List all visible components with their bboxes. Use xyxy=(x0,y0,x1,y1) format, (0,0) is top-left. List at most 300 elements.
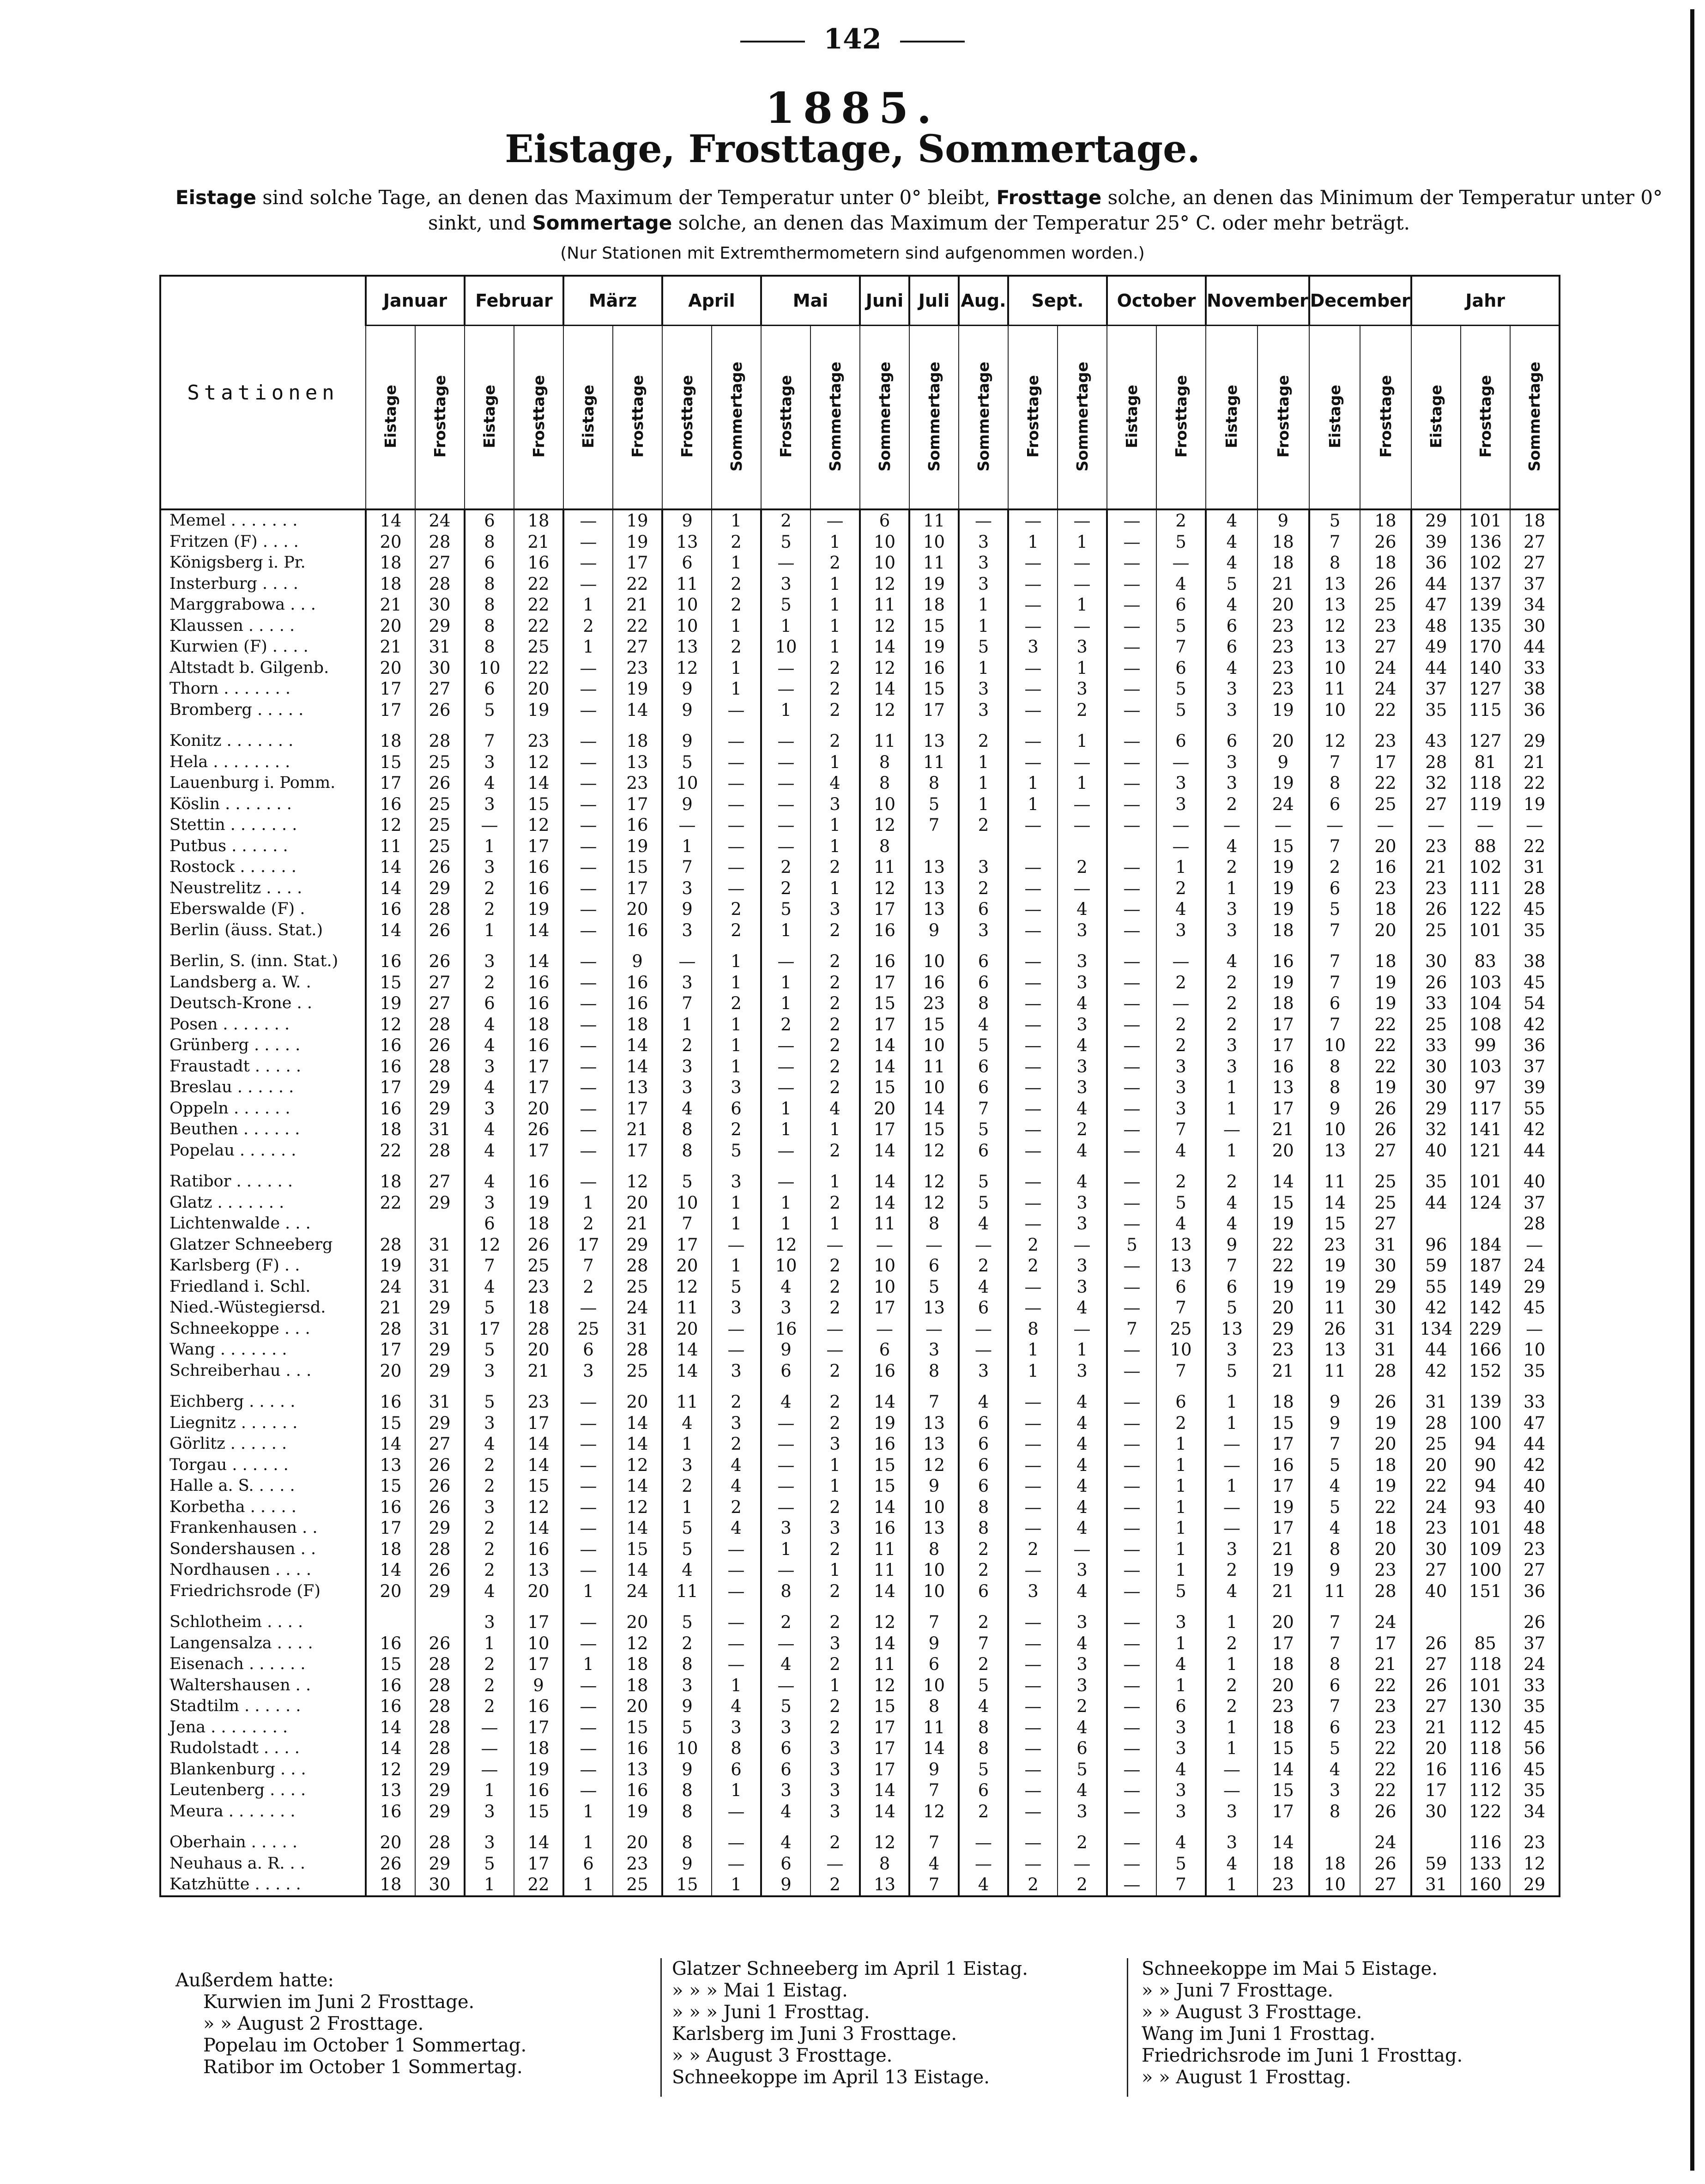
table-cell: — xyxy=(712,1581,761,1602)
table-cell: 2 xyxy=(712,636,761,658)
table-cell: 10 xyxy=(909,532,959,553)
table-cell: 20 xyxy=(1411,1455,1461,1476)
table-cell: 2 xyxy=(712,920,761,941)
station-name: Langensalza . . . . xyxy=(160,1633,366,1654)
table-cell: 37 xyxy=(1510,1192,1560,1214)
table-cell: 141 xyxy=(1461,1119,1510,1140)
table-cell: 24 xyxy=(1360,1822,1411,1853)
table-cell: 9 xyxy=(662,678,712,700)
table-cell: 2 xyxy=(810,1140,860,1162)
table-cell: 2 xyxy=(563,1277,613,1298)
table-row xyxy=(160,1413,1560,1434)
table-cell: 6 xyxy=(1156,658,1206,679)
table-cell: 14 xyxy=(514,1822,563,1853)
table-cell: 2 xyxy=(662,1035,712,1056)
table-cell: 27 xyxy=(1411,1696,1461,1717)
station-name: Landsberg a. W. . xyxy=(160,972,366,993)
column-header-label: Sommertage xyxy=(974,361,992,472)
table-cell: 6 xyxy=(959,1455,1008,1476)
table-cell: 7 xyxy=(465,1255,514,1277)
table-cell: 14 xyxy=(860,1780,909,1801)
table-row xyxy=(160,1654,1560,1675)
table-cell: 23 xyxy=(1258,658,1309,679)
table-cell: 6 xyxy=(1156,594,1206,616)
table-cell: 1 xyxy=(1058,594,1107,616)
table-row xyxy=(160,1319,1560,1340)
table-cell: 5 xyxy=(712,1277,761,1298)
table-cell: — xyxy=(1008,1413,1058,1434)
table-cell: — xyxy=(1008,920,1058,941)
table-cell: — xyxy=(563,773,613,794)
table-cell: 30 xyxy=(1360,1297,1411,1319)
table-cell: 21 xyxy=(613,594,662,616)
table-cell: 3 xyxy=(810,1633,860,1654)
table-cell: — xyxy=(712,1801,761,1822)
column-header xyxy=(1008,326,1058,510)
table-cell: 4 xyxy=(761,1277,810,1298)
table-cell: 15 xyxy=(613,857,662,878)
table-cell: — xyxy=(1360,815,1411,836)
table-row xyxy=(160,972,1560,993)
table-cell: — xyxy=(465,815,514,836)
table-cell: — xyxy=(1107,1801,1156,1822)
table-cell: — xyxy=(761,773,810,794)
table-cell: 17 xyxy=(909,700,959,721)
table-cell: — xyxy=(563,1035,613,1056)
table-cell: 17 xyxy=(514,1602,563,1633)
table-cell: 1 xyxy=(1206,1717,1258,1738)
table-cell: 29 xyxy=(1258,1319,1309,1340)
table-cell: — xyxy=(563,1434,613,1455)
table-cell xyxy=(1411,1822,1461,1853)
table-cell: — xyxy=(563,574,613,595)
table-cell: 1 xyxy=(761,972,810,993)
table-cell: 3 xyxy=(465,1361,514,1382)
table-cell: 26 xyxy=(1510,1602,1560,1633)
table-cell: 14 xyxy=(860,1381,909,1413)
table-cell: 127 xyxy=(1461,678,1510,700)
table-cell: 2 xyxy=(1058,1119,1107,1140)
table-cell: — xyxy=(1008,700,1058,721)
table-cell: 3 xyxy=(662,1056,712,1077)
table-cell: 1 xyxy=(1008,532,1058,553)
table-cell: — xyxy=(1107,1717,1156,1738)
table-cell: 30 xyxy=(1411,1539,1461,1560)
table-cell: 19 xyxy=(909,636,959,658)
table-cell: 2 xyxy=(712,594,761,616)
table-cell: — xyxy=(1058,878,1107,899)
table-cell: 11 xyxy=(860,857,909,878)
table-cell: 12 xyxy=(366,1759,415,1780)
table-cell: 4 xyxy=(959,1874,1008,1896)
table-row xyxy=(160,878,1560,899)
station-name: Memel . . . . . . . xyxy=(160,509,366,532)
table-cell: — xyxy=(1107,794,1156,815)
table-cell: — xyxy=(712,720,761,752)
table-cell: 5 xyxy=(1309,1497,1360,1518)
table-cell: 10 xyxy=(909,1581,959,1602)
table-cell: — xyxy=(1008,594,1058,616)
table-cell: 7 xyxy=(1156,1874,1206,1896)
table-cell: 6 xyxy=(1309,794,1360,815)
footnote-line: » » August 1 Frosttag. xyxy=(1142,2067,1351,2088)
table-cell: 2 xyxy=(810,1874,860,1896)
table-cell: 25 xyxy=(613,1361,662,1382)
table-cell: 7 xyxy=(563,1255,613,1277)
table-cell: 4 xyxy=(1058,1780,1107,1801)
table-cell: 101 xyxy=(1461,509,1510,532)
table-cell: 21 xyxy=(1411,857,1461,878)
table-cell: 8 xyxy=(1309,1539,1360,1560)
table-cell: 20 xyxy=(1360,1539,1411,1560)
table-cell: 4 xyxy=(1156,1140,1206,1162)
table-cell: 4 xyxy=(1206,1192,1258,1214)
table-row xyxy=(160,836,1560,857)
month-header: December xyxy=(1309,276,1411,326)
table-cell: 6 xyxy=(959,1056,1008,1077)
table-cell: 2 xyxy=(810,1654,860,1675)
table-cell: 6 xyxy=(712,1759,761,1780)
table-cell: 37 xyxy=(1510,1633,1560,1654)
table-cell: 117 xyxy=(1461,1098,1510,1119)
table-cell: 3 xyxy=(662,1455,712,1476)
table-cell: 27 xyxy=(1411,1654,1461,1675)
table-cell: 2 xyxy=(465,1675,514,1696)
table-cell: — xyxy=(1008,857,1058,878)
table-cell: 2 xyxy=(810,1539,860,1560)
table-cell: 2 xyxy=(1156,1014,1206,1035)
station-name: Ratibor . . . . . . xyxy=(160,1161,366,1192)
table-cell: 2 xyxy=(810,972,860,993)
table-cell: — xyxy=(1107,1874,1156,1896)
table-cell: 2 xyxy=(1206,1014,1258,1035)
table-cell: 4 xyxy=(1309,1759,1360,1780)
table-cell: 12 xyxy=(909,1455,959,1476)
table-row xyxy=(160,1035,1560,1056)
table-cell: 3 xyxy=(1156,920,1206,941)
table-cell: 1 xyxy=(563,1822,613,1853)
column-header-label: Eistage xyxy=(381,384,399,448)
table-cell: 3 xyxy=(1156,1801,1206,1822)
table-cell: 3 xyxy=(959,532,1008,553)
table-cell: 22 xyxy=(1258,1255,1309,1277)
station-name: Neuhaus a. R. . . xyxy=(160,1853,366,1875)
table-cell: 1 xyxy=(712,1014,761,1035)
station-name: Görlitz . . . . . . xyxy=(160,1434,366,1455)
month-header: Februar xyxy=(465,276,563,326)
table-cell: 28 xyxy=(415,899,465,920)
table-cell: 45 xyxy=(1510,1297,1560,1319)
table-cell: — xyxy=(761,678,810,700)
table-cell: 1 xyxy=(810,836,860,857)
table-cell: 55 xyxy=(1411,1277,1461,1298)
table-cell: 152 xyxy=(1461,1361,1510,1382)
table-cell: 17 xyxy=(1258,1801,1309,1822)
table-cell: 2 xyxy=(662,1476,712,1497)
table-cell: 4 xyxy=(1058,1413,1107,1434)
table-cell: 6 xyxy=(1156,1277,1206,1298)
table-cell: 1 xyxy=(810,1119,860,1140)
table-cell: — xyxy=(1008,1140,1058,1162)
table-cell: 38 xyxy=(1510,941,1560,972)
column-header-label: Sommertage xyxy=(727,361,745,472)
table-cell: 96 xyxy=(1411,1234,1461,1256)
table-cell: — xyxy=(1206,1455,1258,1476)
station-name: Halle a. S. . . . . xyxy=(160,1476,366,1497)
table-cell: 10 xyxy=(860,1255,909,1277)
table-cell: — xyxy=(563,1696,613,1717)
column-header xyxy=(1206,326,1258,510)
table-cell: 14 xyxy=(860,1497,909,1518)
station-name: Konitz . . . . . . . xyxy=(160,720,366,752)
table-cell: 26 xyxy=(1411,899,1461,920)
table-cell: 29 xyxy=(415,1759,465,1780)
table-cell: 1 xyxy=(1206,1413,1258,1434)
table-cell: 3 xyxy=(761,1780,810,1801)
footnote-line: » » » Mai 1 Eistag. xyxy=(672,1980,848,2001)
table-cell: 27 xyxy=(1360,1140,1411,1162)
table-cell: 4 xyxy=(465,1140,514,1162)
table-cell: 19 xyxy=(613,532,662,553)
table-cell: 5 xyxy=(1309,899,1360,920)
table-cell: 19 xyxy=(909,574,959,595)
table-cell: 11 xyxy=(860,1213,909,1234)
table-cell: 1 xyxy=(1008,1361,1058,1382)
table-cell: 1 xyxy=(761,1119,810,1140)
table-cell: 2 xyxy=(1206,1633,1258,1654)
table-cell: 21 xyxy=(1411,1717,1461,1738)
table-cell: — xyxy=(712,815,761,836)
table-cell: 6 xyxy=(1206,616,1258,637)
station-name: Beuthen . . . . . . xyxy=(160,1119,366,1140)
table-cell: 8 xyxy=(909,1213,959,1234)
table-cell: 4 xyxy=(959,1381,1008,1413)
table-cell: 1 xyxy=(761,1539,810,1560)
table-cell: 31 xyxy=(1360,1234,1411,1256)
table-cell: 22 xyxy=(1360,1014,1411,1035)
table-cell: 17 xyxy=(613,1140,662,1162)
station-name: Glatzer Schneeberg xyxy=(160,1234,366,1256)
table-cell: — xyxy=(1008,899,1058,920)
table-cell: 12 xyxy=(860,658,909,679)
table-cell: 15 xyxy=(1258,836,1309,857)
table-cell: 1 xyxy=(662,1497,712,1518)
table-cell: 26 xyxy=(415,1455,465,1476)
table-cell: 5 xyxy=(662,752,712,773)
table-cell: 3 xyxy=(1206,678,1258,700)
table-cell: 12 xyxy=(465,1234,514,1256)
table-cell: — xyxy=(1058,1319,1107,1340)
table-cell: 13 xyxy=(909,720,959,752)
table-cell: 13 xyxy=(662,636,712,658)
table-cell: 16 xyxy=(1258,1056,1309,1077)
table-cell: — xyxy=(712,836,761,857)
table-cell: 3 xyxy=(465,1192,514,1214)
table-cell: 3 xyxy=(761,1518,810,1539)
table-cell: 127 xyxy=(1461,720,1510,752)
table-cell: 9 xyxy=(761,1339,810,1361)
table-cell: — xyxy=(761,1476,810,1497)
page-number-text: 142 xyxy=(823,23,882,55)
table-cell: 1 xyxy=(1156,1518,1206,1539)
table-cell: 4 xyxy=(810,1098,860,1119)
table-cell: — xyxy=(1008,993,1058,1014)
table-cell: — xyxy=(860,1234,909,1256)
table-cell: 17 xyxy=(514,1717,563,1738)
table-cell: 8 xyxy=(909,773,959,794)
table-cell: — xyxy=(712,857,761,878)
column-header-label: Sommertage xyxy=(925,361,943,472)
table-cell: 17 xyxy=(514,1853,563,1875)
table-cell: 33 xyxy=(1510,1675,1560,1696)
table-cell: 2 xyxy=(465,1539,514,1560)
table-cell: 3 xyxy=(712,1361,761,1382)
table-cell: 24 xyxy=(366,1277,415,1298)
table-cell: 20 xyxy=(1411,1738,1461,1759)
table-cell: 3 xyxy=(1058,1077,1107,1098)
table-cell: — xyxy=(1058,1853,1107,1875)
table-cell: — xyxy=(761,815,810,836)
column-header-label: Frosttage xyxy=(530,375,548,458)
table-cell: 4 xyxy=(1058,1098,1107,1119)
table-cell xyxy=(1309,1822,1360,1853)
table-cell: 11 xyxy=(662,1297,712,1319)
table-cell: 20 xyxy=(613,1381,662,1413)
table-cell: 19 xyxy=(1309,1277,1360,1298)
table-cell: 1 xyxy=(563,1654,613,1675)
table-cell: — xyxy=(761,1056,810,1077)
table-cell: — xyxy=(1058,752,1107,773)
table-cell: 6 xyxy=(909,1255,959,1277)
table-cell: 29 xyxy=(415,1853,465,1875)
table-cell: 27 xyxy=(1510,552,1560,574)
table-cell: 7 xyxy=(959,1633,1008,1654)
table-cell: 140 xyxy=(1461,658,1510,679)
table-cell: — xyxy=(959,1853,1008,1875)
table-cell: 14 xyxy=(860,1035,909,1056)
table-cell: 2 xyxy=(1206,1696,1258,1717)
table-cell: — xyxy=(810,509,860,532)
table-row xyxy=(160,1581,1560,1602)
table-cell: 4 xyxy=(1058,1518,1107,1539)
table-cell: 13 xyxy=(366,1780,415,1801)
table-cell: 12 xyxy=(860,700,909,721)
table-cell: 1 xyxy=(1156,1633,1206,1654)
table-cell: 27 xyxy=(1510,1560,1560,1581)
table-cell: 4 xyxy=(1156,899,1206,920)
table-cell: 9 xyxy=(909,1476,959,1497)
table-cell: 17 xyxy=(1258,1434,1309,1455)
table-cell: 14 xyxy=(662,1339,712,1361)
table-cell: — xyxy=(1156,552,1206,574)
table-cell: 25 xyxy=(1411,1014,1461,1035)
table-cell: — xyxy=(563,1077,613,1098)
table-cell: 19 xyxy=(1258,1560,1309,1581)
table-cell: 6 xyxy=(1156,1381,1206,1413)
table-cell: 12 xyxy=(860,1602,909,1633)
table-cell: — xyxy=(761,1675,810,1696)
footnote-line: » » August 3 Frosttage. xyxy=(672,2045,893,2066)
table-cell: 2 xyxy=(810,700,860,721)
table-cell: 45 xyxy=(1510,1717,1560,1738)
table-cell: 1 xyxy=(1206,1476,1258,1497)
table-cell: 9 xyxy=(1206,1234,1258,1256)
table-cell: 28 xyxy=(415,1822,465,1853)
table-cell: 3 xyxy=(810,1518,860,1539)
table-cell: 16 xyxy=(514,972,563,993)
table-cell: 26 xyxy=(415,1476,465,1497)
table-cell: 3 xyxy=(1058,1361,1107,1382)
table-cell: 24 xyxy=(415,509,465,532)
table-cell: 14 xyxy=(514,941,563,972)
table-cell: 30 xyxy=(1360,1255,1411,1277)
table-cell: 5 xyxy=(959,1759,1008,1780)
table-cell: 12 xyxy=(613,1455,662,1476)
table-cell: 7 xyxy=(1309,836,1360,857)
table-cell: 130 xyxy=(1461,1696,1510,1717)
table-cell: — xyxy=(563,1602,613,1633)
table-cell: 21 xyxy=(1258,1581,1309,1602)
table-cell: 1 xyxy=(810,636,860,658)
table-cell: 2 xyxy=(1206,1560,1258,1581)
table-cell: 10 xyxy=(860,1277,909,1298)
station-name: Wang . . . . . . . xyxy=(160,1339,366,1361)
definition-text-1: sind solche Tage, an denen das Maximum der Temperatur unter 0° bleibt, xyxy=(256,186,997,209)
table-cell: 11 xyxy=(860,720,909,752)
table-cell: 19 xyxy=(1258,878,1309,899)
table-cell: 1 xyxy=(761,1213,810,1234)
table-cell: 1 xyxy=(712,1056,761,1077)
table-cell: 12 xyxy=(613,1161,662,1192)
column-header-label: Frosttage xyxy=(678,375,696,458)
table-cell: — xyxy=(959,1234,1008,1256)
table-cell: 8 xyxy=(465,532,514,553)
table-cell: 25 xyxy=(514,1255,563,1277)
table-row xyxy=(160,1192,1560,1214)
table-cell: 2 xyxy=(465,1476,514,1497)
definition-text-2: solche, an denen das Minimum der Temperatur unter 0° sinkt, und xyxy=(428,186,1663,234)
table-cell: 2 xyxy=(1058,857,1107,878)
table-cell: — xyxy=(563,920,613,941)
table-cell: 8 xyxy=(909,1539,959,1560)
table-cell: 1 xyxy=(810,878,860,899)
table-cell: 3 xyxy=(712,1413,761,1434)
table-cell: 16 xyxy=(366,1381,415,1413)
table-cell: 6 xyxy=(959,899,1008,920)
table-cell: 17 xyxy=(860,1297,909,1319)
table-cell: 29 xyxy=(1510,1874,1560,1896)
table-cell: 229 xyxy=(1461,1319,1510,1340)
table-cell: 23 xyxy=(1258,1696,1309,1717)
table-cell: 18 xyxy=(1258,993,1309,1014)
table-cell: — xyxy=(563,678,613,700)
table-cell: 27 xyxy=(1360,1874,1411,1896)
table-cell: 184 xyxy=(1461,1234,1510,1256)
table-cell: 2 xyxy=(712,1497,761,1518)
table-cell: 40 xyxy=(1510,1161,1560,1192)
table-cell: 3 xyxy=(1058,941,1107,972)
table-cell: 16 xyxy=(909,972,959,993)
table-cell: 4 xyxy=(761,1654,810,1675)
table-cell: 4 xyxy=(1058,1455,1107,1476)
table-cell: 4 xyxy=(1206,1213,1258,1234)
table-cell: 8 xyxy=(465,636,514,658)
table-cell: 8 xyxy=(1309,1654,1360,1675)
table-cell: — xyxy=(563,1476,613,1497)
table-cell: 9 xyxy=(1309,1381,1360,1413)
table-cell: 16 xyxy=(909,658,959,679)
table-cell: 18 xyxy=(1258,920,1309,941)
